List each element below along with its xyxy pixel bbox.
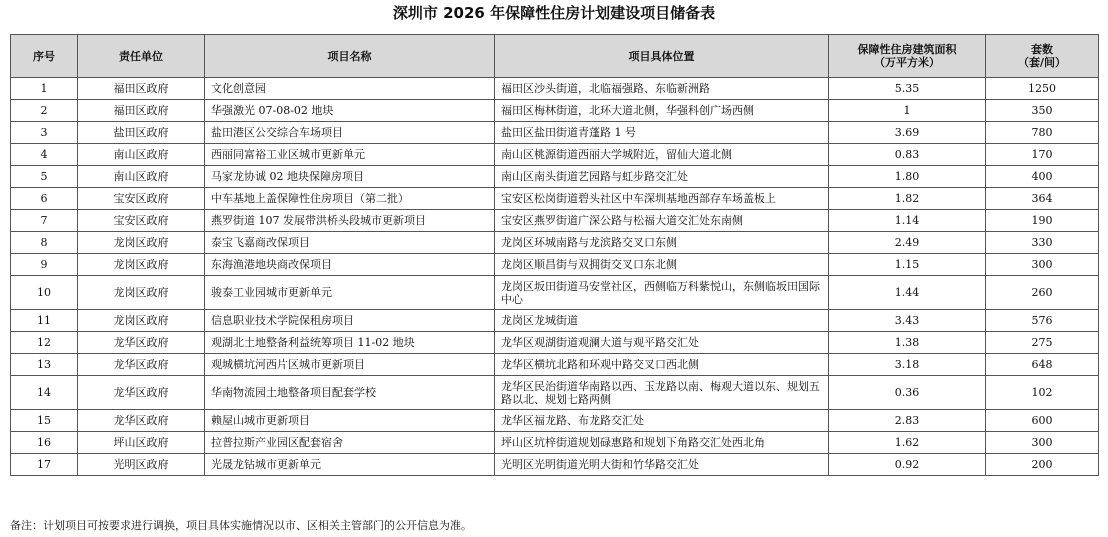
cell-no: 11	[11, 310, 78, 332]
cell-project-location: 坪山区坑梓街道规划碌惠路和规划下角路交汇处西北角	[495, 432, 829, 454]
cell-responsible-unit: 盐田区政府	[78, 122, 205, 144]
cell-floor-area: 2.49	[829, 232, 986, 254]
footnote: 备注：计划项目可按要求进行调换，项目具体实施情况以市、区相关主管部门的公开信息为准。	[10, 519, 472, 532]
cell-project-location: 宝安区燕罗街道广深公路与松福大道交汇处东南侧	[495, 210, 829, 232]
cell-floor-area: 1.44	[829, 276, 986, 310]
cell-project-location: 龙华区横坑北路和环观中路交叉口西北侧	[495, 354, 829, 376]
project-reserve-table	[10, 34, 1099, 476]
table-row	[11, 144, 1099, 166]
table-row	[11, 310, 1099, 332]
table-row	[11, 376, 1099, 410]
cell-no: 10	[11, 276, 78, 310]
cell-responsible-unit: 宝安区政府	[78, 188, 205, 210]
header-floor-area-line1: 保障性住房建筑面积	[857, 43, 957, 56]
table-row	[11, 254, 1099, 276]
cell-project-name: 光晟龙钻城市更新单元	[205, 454, 495, 476]
table-row	[11, 100, 1099, 122]
cell-unit-count: 300	[986, 254, 1099, 276]
cell-project-location: 南山区南头街道艺园路与虹步路交汇处	[495, 166, 829, 188]
cell-unit-count: 300	[986, 432, 1099, 454]
cell-unit-count: 600	[986, 410, 1099, 432]
cell-project-name: 文化创意园	[205, 78, 495, 100]
header-project-name: 项目名称	[205, 35, 495, 78]
table-row	[11, 332, 1099, 354]
cell-project-name: 盐田港区公交综合车场项目	[205, 122, 495, 144]
cell-project-name: 西丽同富裕工业区城市更新单元	[205, 144, 495, 166]
cell-unit-count: 260	[986, 276, 1099, 310]
cell-floor-area: 1.15	[829, 254, 986, 276]
header-project-location: 项目具体位置	[495, 35, 829, 78]
cell-floor-area: 1	[829, 100, 986, 122]
cell-project-name: 观湖北土地整备利益统筹项目 11-02 地块	[205, 332, 495, 354]
cell-project-location: 福田区沙头街道，北临福强路、东临新洲路	[495, 78, 829, 100]
cell-no: 7	[11, 210, 78, 232]
table-row	[11, 122, 1099, 144]
cell-floor-area: 2.83	[829, 410, 986, 432]
cell-project-location: 龙岗区顺昌街与双拥街交叉口东北侧	[495, 254, 829, 276]
cell-project-location: 龙华区观湖街道观澜大道与观平路交汇处	[495, 332, 829, 354]
header-unit-count-line1: 套数	[1031, 43, 1053, 56]
cell-no: 17	[11, 454, 78, 476]
cell-unit-count: 780	[986, 122, 1099, 144]
cell-responsible-unit: 南山区政府	[78, 144, 205, 166]
page-title: 深圳市 2026 年保障性住房计划建设项目储备表	[392, 4, 716, 22]
cell-unit-count: 648	[986, 354, 1099, 376]
cell-project-location: 龙岗区环城南路与龙滨路交叉口东侧	[495, 232, 829, 254]
cell-unit-count: 330	[986, 232, 1099, 254]
cell-unit-count: 1250	[986, 78, 1099, 100]
cell-floor-area: 3.69	[829, 122, 986, 144]
cell-unit-count: 275	[986, 332, 1099, 354]
cell-unit-count: 576	[986, 310, 1099, 332]
cell-project-name: 赖屋山城市更新项目	[205, 410, 495, 432]
cell-floor-area: 1.80	[829, 166, 986, 188]
cell-responsible-unit: 龙华区政府	[78, 354, 205, 376]
cell-project-location: 南山区桃源街道西丽大学城附近，留仙大道北侧	[495, 144, 829, 166]
cell-project-location: 龙岗区龙城街道	[495, 310, 829, 332]
cell-no: 14	[11, 376, 78, 410]
cell-floor-area: 1.38	[829, 332, 986, 354]
cell-responsible-unit: 龙岗区政府	[78, 254, 205, 276]
table-row	[11, 454, 1099, 476]
cell-unit-count: 170	[986, 144, 1099, 166]
cell-no: 4	[11, 144, 78, 166]
cell-floor-area: 5.35	[829, 78, 986, 100]
cell-unit-count: 400	[986, 166, 1099, 188]
cell-project-location: 龙岗区坂田街道马安堂社区，西侧临万科紫悦山，东侧临坂田国际中心	[495, 276, 829, 310]
cell-project-name: 信息职业技术学院保租房项目	[205, 310, 495, 332]
cell-unit-count: 102	[986, 376, 1099, 410]
cell-project-location: 光明区光明街道光明大街和竹华路交汇处	[495, 454, 829, 476]
cell-responsible-unit: 宝安区政府	[78, 210, 205, 232]
cell-no: 9	[11, 254, 78, 276]
cell-project-name: 泰宝飞嘉商改保项目	[205, 232, 495, 254]
cell-responsible-unit: 龙华区政府	[78, 332, 205, 354]
header-unit-count-line2: （套/间）	[1017, 56, 1067, 69]
header-unit-count	[986, 35, 1099, 78]
cell-floor-area: 1.62	[829, 432, 986, 454]
cell-floor-area: 0.92	[829, 454, 986, 476]
cell-floor-area: 0.36	[829, 376, 986, 410]
table-row	[11, 432, 1099, 454]
table-body	[11, 78, 1099, 476]
table-row	[11, 188, 1099, 210]
cell-responsible-unit: 南山区政府	[78, 166, 205, 188]
cell-floor-area: 1.14	[829, 210, 986, 232]
cell-project-location: 龙华区民治街道华南路以西、玉龙路以南、梅观大道以东、规划五路以北、规划七路两侧	[495, 376, 829, 410]
cell-project-name: 观城横坑河西片区城市更新项目	[205, 354, 495, 376]
header-responsible-unit: 责任单位	[78, 35, 205, 78]
cell-responsible-unit: 龙岗区政府	[78, 232, 205, 254]
cell-project-name: 东海渔港地块商改保项目	[205, 254, 495, 276]
cell-no: 6	[11, 188, 78, 210]
cell-project-location: 福田区梅林街道，北环大道北侧，华强科创广场西侧	[495, 100, 829, 122]
cell-responsible-unit: 福田区政府	[78, 100, 205, 122]
table-row	[11, 166, 1099, 188]
cell-project-name: 拉普拉斯产业园区配套宿舍	[205, 432, 495, 454]
cell-no: 16	[11, 432, 78, 454]
cell-unit-count: 190	[986, 210, 1099, 232]
cell-no: 5	[11, 166, 78, 188]
table-row	[11, 410, 1099, 432]
cell-floor-area: 3.43	[829, 310, 986, 332]
cell-project-name: 燕罗街道 107 发展带洪桥头段城市更新项目	[205, 210, 495, 232]
header-floor-area-line2: （万平方米）	[874, 56, 940, 69]
table-row	[11, 354, 1099, 376]
cell-no: 12	[11, 332, 78, 354]
cell-responsible-unit: 龙华区政府	[78, 410, 205, 432]
cell-floor-area: 1.82	[829, 188, 986, 210]
cell-no: 2	[11, 100, 78, 122]
cell-responsible-unit: 龙岗区政府	[78, 276, 205, 310]
cell-project-name: 马家龙协诚 02 地块保障房项目	[205, 166, 495, 188]
cell-project-name: 华南物流园土地整备项目配套学校	[205, 376, 495, 410]
cell-no: 13	[11, 354, 78, 376]
cell-responsible-unit: 坪山区政府	[78, 432, 205, 454]
table-row	[11, 276, 1099, 310]
cell-responsible-unit: 龙岗区政府	[78, 310, 205, 332]
cell-no: 8	[11, 232, 78, 254]
cell-project-location: 盐田区盐田街道青蓬路 1 号	[495, 122, 829, 144]
cell-responsible-unit: 光明区政府	[78, 454, 205, 476]
cell-unit-count: 200	[986, 454, 1099, 476]
header-floor-area	[829, 35, 986, 78]
cell-floor-area: 3.18	[829, 354, 986, 376]
cell-project-name: 华强激光 07-08-02 地块	[205, 100, 495, 122]
cell-responsible-unit: 龙华区政府	[78, 376, 205, 410]
table-header-row	[11, 35, 1099, 78]
cell-project-location: 宝安区松岗街道碧头社区中车深圳基地西部存车场盖板上	[495, 188, 829, 210]
cell-floor-area: 0.83	[829, 144, 986, 166]
table-row	[11, 78, 1099, 100]
cell-no: 3	[11, 122, 78, 144]
cell-project-location: 龙华区福龙路、布龙路交汇处	[495, 410, 829, 432]
cell-project-name: 骏泰工业园城市更新单元	[205, 276, 495, 310]
cell-project-name: 中车基地上盖保障性住房项目（第二批）	[205, 188, 495, 210]
cell-no: 15	[11, 410, 78, 432]
cell-unit-count: 364	[986, 188, 1099, 210]
header-no: 序号	[11, 35, 78, 78]
cell-unit-count: 350	[986, 100, 1099, 122]
table-row	[11, 232, 1099, 254]
cell-responsible-unit: 福田区政府	[78, 78, 205, 100]
cell-no: 1	[11, 78, 78, 100]
table-row	[11, 210, 1099, 232]
